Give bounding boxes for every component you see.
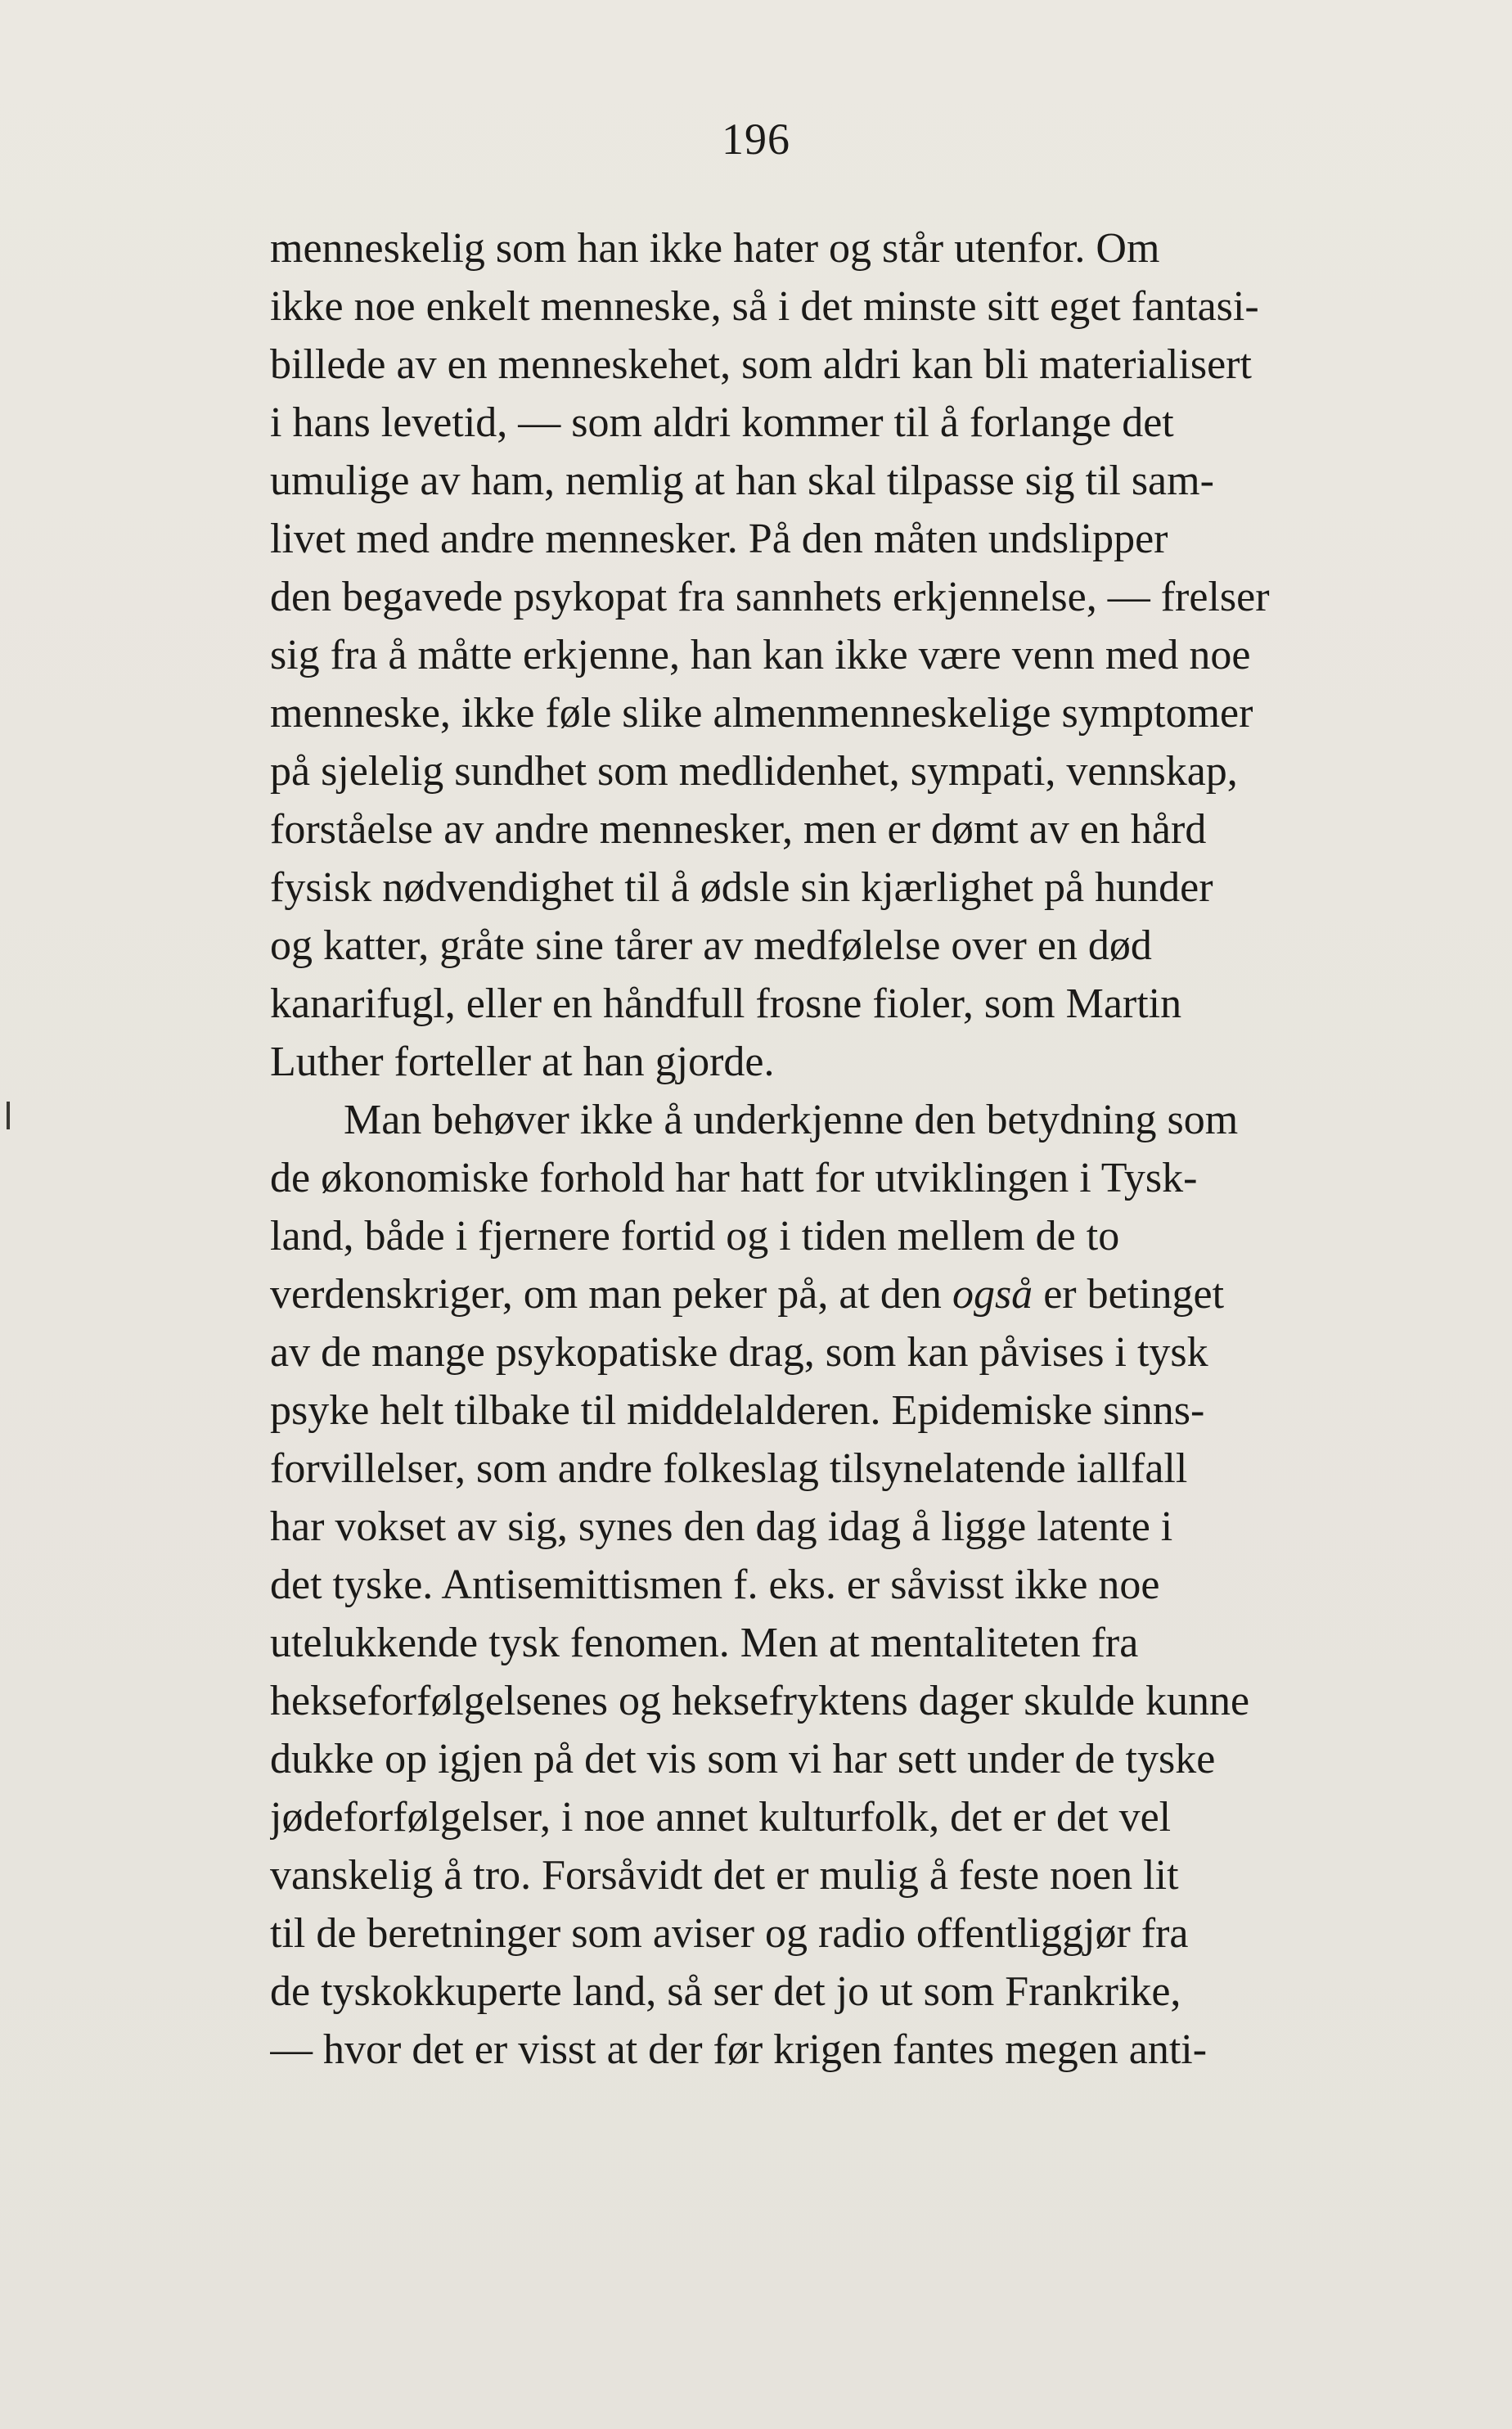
text-line: jødeforfølgelser, i noe annet kulturfolk, det er det vel xyxy=(270,1794,1172,1841)
text-segment: er betinget xyxy=(1033,1271,1225,1318)
text-line: vanskelig å tro. Forsåvidt det er mulig å feste noen lit xyxy=(270,1852,1179,1899)
text-line: hekseforfølgelsenes og heksefryktens dager skulde kunne xyxy=(270,1678,1250,1724)
text-line: sig fra å måtte erkjenne, han kan ikke være venn med noe xyxy=(270,632,1251,678)
body-text xyxy=(270,219,1432,2079)
text-line: psyke helt tilbake til middelalderen. Epidemiske sinns- xyxy=(270,1387,1205,1434)
text-line: av de mange psykopatiske drag, som kan påvises i tysk xyxy=(270,1329,1208,1376)
text-line: det tyske. Antisemittismen f. eks. er såvisst ikke noe xyxy=(270,1562,1160,1608)
text-segment: verdenskriger, om man peker på, at den xyxy=(270,1271,952,1318)
text-line: i hans levetid, — som aldri kommer til å forlange det xyxy=(270,399,1174,446)
text-line: Man behøver ikke å underkjenne den betydning som xyxy=(344,1097,1239,1143)
text-line: — hvor det er visst at der før krigen fantes megen anti- xyxy=(270,2026,1208,2073)
text-line: menneskelig som han ikke hater og står utenfor. Om xyxy=(270,225,1160,272)
text-line: utelukkende tysk fenomen. Men at mentaliteten fra xyxy=(270,1620,1139,1666)
text-line: umulige av ham, nemlig at han skal tilpasse sig til sam- xyxy=(270,457,1214,504)
italic-word: også xyxy=(952,1271,1033,1318)
text-line: forvillelser, som andre folkeslag tilsynelatende iallfall xyxy=(270,1445,1188,1492)
text-line: forståelse av andre mennesker, men er dømt av en hård xyxy=(270,806,1207,853)
text-line: på sjelelig sundhet som medlidenhet, sympati, vennskap, xyxy=(270,748,1238,795)
text-line: til de beretninger som aviser og radio offentliggjør fra xyxy=(270,1910,1189,1957)
page-number: 196 xyxy=(722,115,790,164)
text-line: fysisk nødvendighet til å ødsle sin kjærlighet på hunder xyxy=(270,864,1213,911)
text-line: den begavede psykopat fra sannhets erkjennelse, — frelser xyxy=(270,574,1270,620)
text-line: og katter, gråte sine tårer av medfølelse over en død xyxy=(270,922,1152,969)
text-line: kanarifugl, eller en håndfull frosne fioler, som Martin xyxy=(270,980,1182,1027)
margin-mark xyxy=(7,1102,10,1129)
text-line: livet med andre mennesker. På den måten undslipper xyxy=(270,516,1168,562)
text-line: land, både i fjernere fortid og i tiden mellem de to xyxy=(270,1213,1120,1260)
text-line: Luther forteller at han gjorde. xyxy=(270,1039,775,1085)
text-line: de økonomiske forhold har hatt for utviklingen i Tysk- xyxy=(270,1155,1198,1201)
text-line: billede av en menneskehet, som aldri kan bli materialisert xyxy=(270,341,1252,388)
text-line: menneske, ikke føle slike almenmenneskelige symptomer xyxy=(270,690,1253,737)
text-line: dukke op igjen på det vis som vi har sett under de tyske xyxy=(270,1736,1216,1782)
text-line: ikke noe enkelt menneske, så i det minste sitt eget fantasi- xyxy=(270,283,1259,330)
text-line: har vokset av sig, synes den dag idag å ligge latente i xyxy=(270,1503,1173,1550)
text-line-with-italic xyxy=(270,1265,1432,1323)
text-line: de tyskokkuperte land, så ser det jo ut som Frankrike, xyxy=(270,1968,1181,2015)
